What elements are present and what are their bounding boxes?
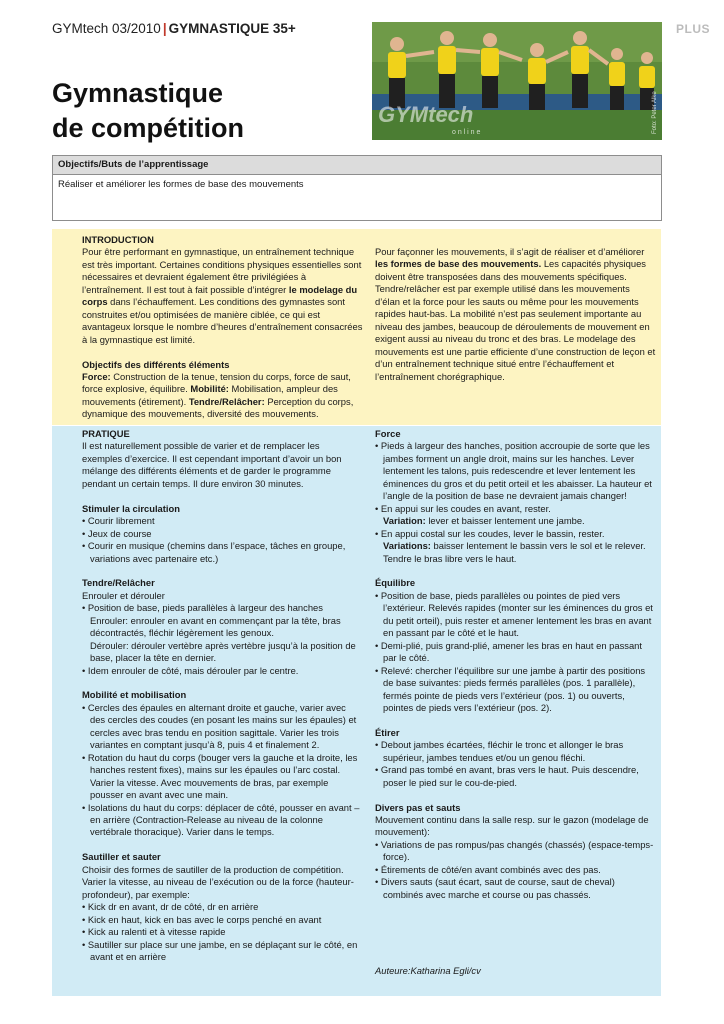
jumping-heading: Sautiller et sauter — [82, 851, 161, 863]
list-item: • Kick en haut, kick en bas avec le corps penché en avant — [82, 914, 362, 926]
tension-label: Tendre/Relâcher: — [188, 395, 265, 407]
intro-heading: INTRODUCTION — [82, 234, 154, 245]
list-item: • En appui sur les coudes en avant, rester. — [375, 503, 657, 515]
jumping-text: Choisir des formes de sautiller de la production de compétition. Varier la vitesse, au niveau de l’exécution ou de la force (hauteur-profondeur), par exemple: — [82, 863, 354, 900]
intro-right-a: Pour façonner les mouvements, il s’agit de réaliser et d’améliorer — [375, 246, 645, 257]
objectives-heading: Objectifs/Buts de l’apprentissage — [53, 156, 661, 175]
photo-brand-overlay: GYMtech — [378, 102, 474, 127]
list-item: • Rotation du haut du corps (bouger vers la gauche et la droite, les hanches restent fixes), mains sur les épaules ou l’arc costal. Varier la vitesse. Avec mouvements de bras, par exemple pousser en avant avec une main. — [82, 752, 362, 802]
list-item: • Kick au ralenti et à vitesse rapide — [82, 926, 362, 938]
list-item: • Kick dr en avant, dr de côté, dr en arrière — [82, 901, 362, 913]
intro-right-column — [375, 246, 657, 383]
steps-heading: Divers pas et sauts — [375, 801, 461, 813]
list-item: • Étirements de côté/en avant combinés avec des pas. — [375, 864, 657, 876]
balance-heading: Équilibre — [375, 577, 416, 589]
list-item: • Position de base, pieds parallèles à largeur des hanches — [82, 602, 362, 614]
tension-text: Perception du corps, dynamique des mouvements, diversité des mouvements. — [82, 395, 354, 420]
list-item: • Jeux de course — [82, 528, 362, 540]
intro-elements-text — [82, 371, 364, 421]
title-line-1: Gymnastique — [52, 78, 224, 108]
gymnasts-photo-illustration — [372, 22, 662, 140]
variation-text: lever et baisser lentement une jambe. — [425, 515, 585, 527]
intro-paragraph — [82, 246, 364, 346]
tension-heading: Tendre/Relâcher — [82, 577, 155, 589]
list-item: • Demi-plié, puis grand-plié, amener les bras en haut en passant par le côté. — [375, 640, 657, 665]
list-subitem: Dérouler: dérouler vertèbre après vertèbre jusqu’à la position de base, placer la tête en dernier. — [90, 639, 356, 664]
force-text: Construction de la tenue, tension du corps, force de saut, force explosive, équilibre. — [82, 370, 351, 395]
list-item: • Pieds à largeur des hanches, position accroupie de sorte que les jambes forment un angle droit, mains sur les hanches. Lever lentement les talons, puis redescendre et lever lentement les éminences du gros et du petit orteil et les abaisser. La hauteur et l’angle de la position de base ne devraient jamais changer! — [375, 440, 657, 502]
force-heading: Force — [375, 428, 401, 439]
variations-line — [375, 540, 657, 565]
intro-text-a: Pour être performant en gymnastique, un entraînement technique est très important. Certaines conditions physiques essentielles sont nécessaires et devraient également être privilégiées à l’entraînement. Il est tout à fait possible d’intégrer — [82, 246, 362, 295]
tension-intro: Enrouler et dérouler — [82, 589, 165, 601]
intro-text-c: dans l’échauffement. Les conditions des gymnastes sont construites et/ou optimisées de manière ciblée, ce qui est avantageux lorsque le nombre d’heures d’entraînement consacrées à la gymnastique est limité. — [82, 296, 363, 345]
intro-right-bold: les formes de base des mouvements. — [375, 258, 542, 270]
author-credit: Auteure:Katharina Egli/cv — [375, 965, 481, 976]
list-item: • Cercles des épaules en alternant droite et gauche, varier avec des cercles des coudes (en posant les mains sur les épaules) et cercles avec bras tendu en position sagittale. Varier les trois variantes en comptant jusqu’à 8, puis 4 et finalement 2. — [82, 702, 362, 752]
objectives-box — [52, 155, 662, 221]
variations-label: Variations: — [383, 540, 431, 552]
intro-right-paragraph — [375, 246, 657, 383]
intro-subheading: Objectifs des différents éléments — [82, 358, 230, 370]
issue-label: GYMtech 03/2010 — [52, 21, 161, 36]
practice-heading: PRATIQUE — [82, 428, 130, 439]
mobility-label: Mobilité: — [190, 383, 229, 395]
list-item: • Variations de pas rompus/pas changés (chassés) (espace-temps-force). — [375, 839, 657, 864]
list-item: • Sautiller sur place sur une jambe, en se déplaçant sur le côté, en avant et en arrière — [82, 939, 362, 964]
list-item: • Courir librement — [82, 515, 362, 527]
list-item: • Position de base, pieds parallèles ou pointes de pied vers l’extérieur. Relevés rapides (monter sur les éminences du gros et du petit orteil), puis rester et amener lentement les bras en avant en passant par le côté et le haut. — [375, 590, 657, 640]
variation-label: Variation: — [383, 515, 426, 527]
list-item: • Grand pas tombé en avant, bras vers le haut. Puis descendre, poser le pied sur le cou-de-pied. — [375, 764, 657, 789]
variation-line — [375, 515, 657, 527]
stretch-heading: Étirer — [375, 726, 400, 738]
practice-right-column — [375, 428, 657, 901]
header-separator: | — [162, 21, 167, 36]
list-item: • Relevé: chercher l’équilibre sur une jambe à partir des positions de base suivantes: pieds fermés parallèles (pos. 1 parallèle), fermés pointe de pieds vers l’extérieur (pos. 1) ou ouverts, pointes de pieds vers l’extérieur (pos. 2). — [375, 665, 657, 715]
intro-left-column — [82, 234, 364, 421]
plus-tag: PLUS — [675, 22, 710, 36]
practice-text: Il est naturellement possible de varier et de remplacer les exemples d’exercice. Il est cependant important d’avoir un bon mélange des différents éléments et de garder le programme pendant un certain temps. Il dure environ 30 minutes. — [82, 440, 342, 489]
objectives-text: Réaliser et améliorer les formes de base des mouvements — [58, 179, 304, 190]
steps-text: Mouvement continu dans la salle resp. sur le gazon (modelage de mouvement): — [375, 814, 649, 838]
circulation-heading: Stimuler la circulation — [82, 502, 180, 514]
intro-right-c: Les capacités physiques doivent être transposées dans des mouvements spécifiques. Tendre/relâcher est par exemple utilisé dans les mouvements d’élan et la force pour les sauts ou même pour les mouvements rapides haut-bas. La mobilité n’est pas seulement importante au niveau des jambes, beaucoup de déroulements de mouvement en exigent aussi au niveau du tronc et des bras. Le modelage des mouvements est une partie efficiente d’une construction de leçon et d’un entraînement technique situé entre l’échauffement et l’entraînement chorégraphique. — [375, 258, 656, 382]
list-subitem: Enrouler: enrouler en avant en commençant par la tête, bras décontractés, fléchir légèrement les genoux. — [90, 614, 341, 639]
mobility-text: Mobilisation, ampleur des mouvements (étirement). — [82, 383, 338, 407]
running-header — [52, 21, 296, 36]
photo-credit: Foto: Peter Alke — [652, 91, 658, 134]
list-item: • Courir en musique (chemins dans l’espace, tâches en groupe, variations avec partenaire etc.) — [82, 540, 362, 565]
list-item: • En appui costal sur les coudes, lever le bassin, rester. — [375, 528, 657, 540]
intro-text-bold: le modelage du corps — [82, 283, 358, 308]
gymnasts-photo — [372, 22, 662, 140]
variations-text: baisser lentement le bassin vers le sol et le relever. Tendre le bras libre vers le haut. — [383, 540, 646, 564]
section-label: GYMNASTIQUE 35+ — [168, 21, 296, 36]
list-item: • Divers sauts (saut écart, saut de course, saut de cheval) combinés avec marche et course ou pas chassés. — [375, 876, 657, 901]
list-item: • Isolations du haut du corps: déplacer de côté, pousser en avant – en arrière (Contraction-Release au niveau de la colonne vertébrale thoracique). Varier dans le temps. — [82, 802, 362, 839]
list-item: • Debout jambes écartées, fléchir le tronc et allonger le bras supérieur, jambes tendues et/ou un genou fléchi. — [375, 739, 657, 764]
practice-left-column — [82, 428, 362, 963]
photo-online-overlay: o n l i n e — [452, 129, 481, 136]
title-line-2: de compétition — [52, 113, 245, 143]
list-item: • Idem enrouler de côté, mais dérouler par le centre. — [82, 665, 362, 677]
mobility-heading: Mobilité et mobilisation — [82, 689, 187, 701]
page-title — [52, 76, 244, 146]
force-label: Force: — [82, 370, 111, 382]
